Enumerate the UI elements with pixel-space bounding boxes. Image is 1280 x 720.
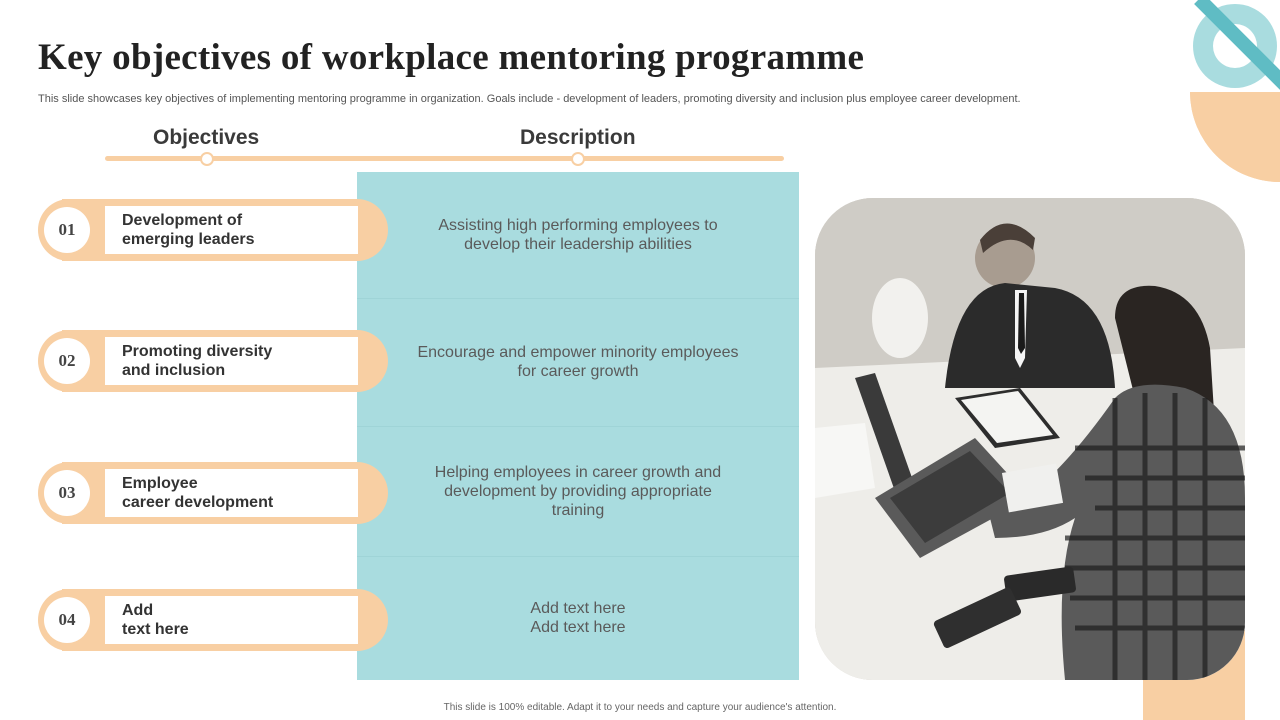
description-row-1 (357, 172, 799, 298)
objective-3-line-1: Employee (122, 475, 198, 492)
objective-label (105, 596, 358, 644)
objective-1-line-2: emerging leaders (122, 231, 255, 248)
desc-4-line-2: Add text here (530, 619, 626, 636)
desc-2-line-2: for career growth (517, 363, 639, 380)
description-panel (357, 172, 799, 680)
mentoring-photo (815, 198, 1245, 680)
desc-3-line-3: training (551, 501, 605, 519)
number-badge: 01 (44, 207, 90, 253)
objective-1-line-1: Development of (122, 212, 243, 229)
page-title: Key objectives of workplace mentoring programme (38, 37, 865, 78)
timeline-dot-description (571, 152, 585, 166)
description-header: Description (520, 126, 636, 149)
objective-3-line-2: career development (122, 494, 274, 511)
objective-label (105, 469, 358, 517)
objective-label (105, 206, 358, 254)
desc-1-line-1: Assisting high performing employees to (438, 217, 718, 234)
footer-note: This slide is 100% editable. Adapt it to your needs and capture your audience's attention. (443, 702, 837, 713)
decor-peach-square (1190, 92, 1280, 182)
desc-2-line-1: Encourage and empower minority employees (417, 344, 739, 361)
desc-1-line-2: develop their leadership abilities (464, 236, 692, 253)
objective-label (105, 337, 358, 385)
decor-teal-stripe (1190, 0, 1280, 90)
photo-illustration (815, 198, 1245, 680)
number-badge: 03 (44, 470, 90, 516)
objective-4-line-2: text here (122, 621, 189, 638)
objectives-header: Objectives (153, 126, 260, 149)
objective-2-line-1: Promoting diversity (122, 343, 273, 360)
desc-4-line-1: Add text here (530, 600, 626, 617)
page-subtitle: This slide showcases key objectives of implementing mentoring programme in organization. Goals include - development of leaders, promoting diversity and inclusion plus employee career development. (38, 93, 1021, 105)
desc-3-line-2: development by providing appropriate (444, 482, 712, 500)
number-badge: 02 (44, 338, 90, 384)
description-row-3 (357, 426, 799, 556)
description-row-4 (357, 556, 799, 680)
description-row-2 (357, 298, 799, 426)
objective-4-line-1: Add (122, 602, 154, 619)
objective-2-line-2: and inclusion (122, 362, 226, 379)
timeline-dot-objectives (200, 152, 214, 166)
desc-3-line-1: Helping employees in career growth and (434, 463, 722, 481)
number-badge: 04 (44, 597, 90, 643)
